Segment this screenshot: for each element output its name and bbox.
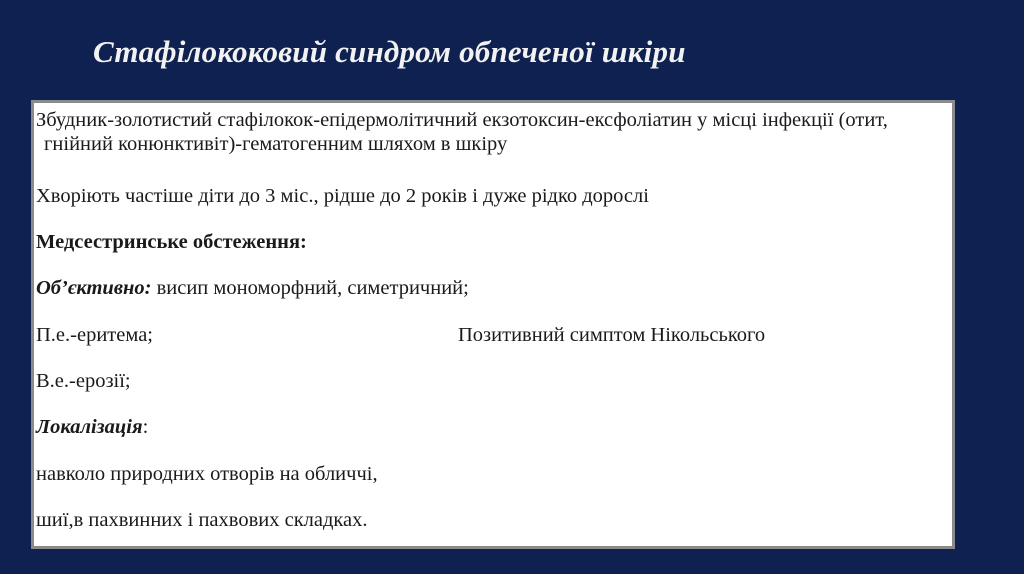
pathogen-text: Збудник-золотистий стафілокок-епідермолітичний екзотоксин-ексфоліатин у місці інфекції (отит, гнійний конюнктивіт)-гематогенним шляхом в шкіру (36, 109, 888, 155)
objective-line (36, 276, 948, 300)
localization-face-text: навколо природних отворів на обличчі, (36, 463, 378, 485)
localization-label: Локалізація (36, 416, 143, 438)
objective-text: висип мономорфний, симетричний; (151, 277, 469, 299)
nikolsky-sign-text: Позитивний симптом Нікольського (458, 324, 766, 346)
objective-label: Об’єктивно: (36, 277, 152, 299)
primary-elements-line (36, 323, 948, 347)
nursing-exam-heading: Медсестринське обстеження: (36, 231, 307, 253)
localization-neck-text: шиї,в пахвинних і пахвових складках. (36, 509, 368, 531)
secondary-elements-text: В.е.-ерозії; (36, 370, 131, 392)
localization-colon: : (142, 416, 149, 438)
localization-line (36, 415, 948, 439)
affected-groups-text: Хворіють частіше діти до 3 міс., рідше до 2 років і дуже рідко дорослі (36, 185, 649, 207)
primary-elements-text: П.е.-еритема; (36, 324, 153, 346)
content-box (31, 100, 955, 549)
slide-title: Стафілококовий синдром обпеченої шкіри (93, 34, 686, 69)
